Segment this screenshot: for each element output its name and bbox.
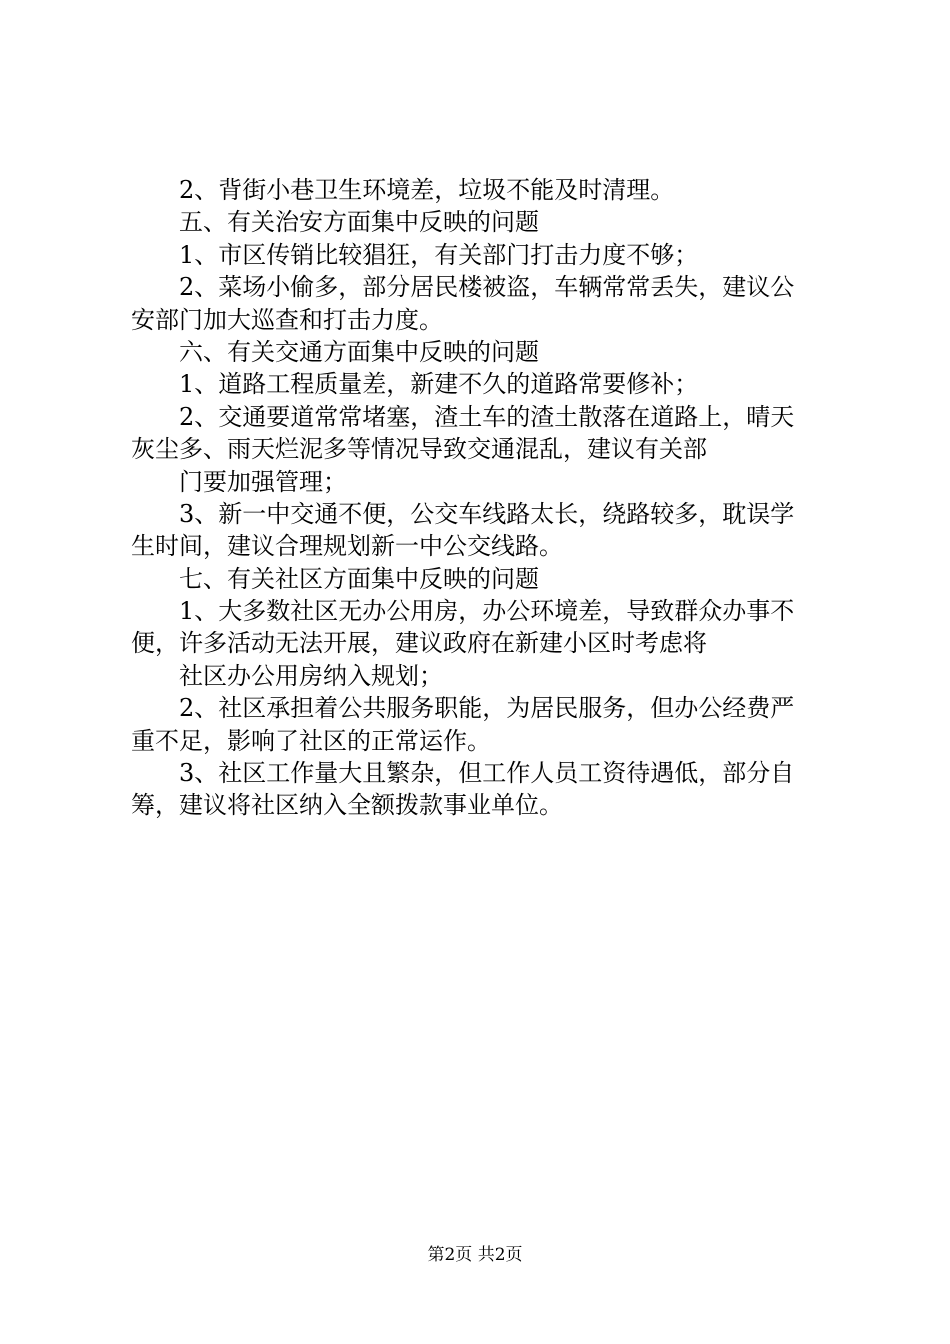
page-number-footer: 第2页 共2页 — [427, 1245, 523, 1265]
section-heading: 五、有关治安方面集中反映的问题 — [179, 208, 539, 237]
paragraph-line: 1、大多数社区无办公用房，办公环境差，导致群众办事不 — [179, 597, 795, 626]
document-body — [131, 174, 831, 822]
paragraph-line: 2、交通要道常常堵塞，渣土车的渣土散落在道路上，晴天 — [179, 402, 795, 431]
paragraph-line: 3、新一中交通不便，公交车线路太长，绕路较多，耽误学 — [179, 499, 795, 528]
section-heading: 七、有关社区方面集中反映的问题 — [179, 564, 539, 593]
paragraph-line: 门要加强管理； — [179, 467, 347, 496]
paragraph-line: 社区办公用房纳入规划； — [179, 661, 443, 690]
paragraph-line: 2、社区承担着公共服务职能，为居民服务，但办公经费严 — [179, 694, 795, 723]
paragraph-line: 筹，建议将社区纳入全额拨款事业单位。 — [131, 791, 563, 820]
paragraph-line: 安部门加大巡查和打击力度。 — [131, 305, 443, 334]
paragraph-line: 1、市区传销比较猖狂，有关部门打击力度不够； — [179, 240, 699, 269]
paragraph-line: 3、社区工作量大且繁杂，但工作人员工资待遇低，部分自 — [179, 759, 795, 788]
paragraph-line: 1、道路工程质量差，新建不久的道路常要修补； — [179, 370, 699, 399]
paragraph-line: 便，许多活动无法开展，建议政府在新建小区时考虑将 — [131, 629, 707, 658]
paragraph-line: 灰尘多、雨天烂泥多等情况导致交通混乱，建议有关部 — [131, 435, 707, 464]
paragraph-line: 生时间，建议合理规划新一中公交线路。 — [131, 532, 563, 561]
paragraph-line: 2、背街小巷卫生环境差，垃圾不能及时清理。 — [179, 176, 675, 204]
paragraph-line: 2、菜场小偷多，部分居民楼被盗，车辆常常丢失，建议公 — [179, 273, 795, 302]
section-heading: 六、有关交通方面集中反映的问题 — [179, 337, 539, 366]
paragraph-line: 重不足，影响了社区的正常运作。 — [131, 726, 491, 755]
